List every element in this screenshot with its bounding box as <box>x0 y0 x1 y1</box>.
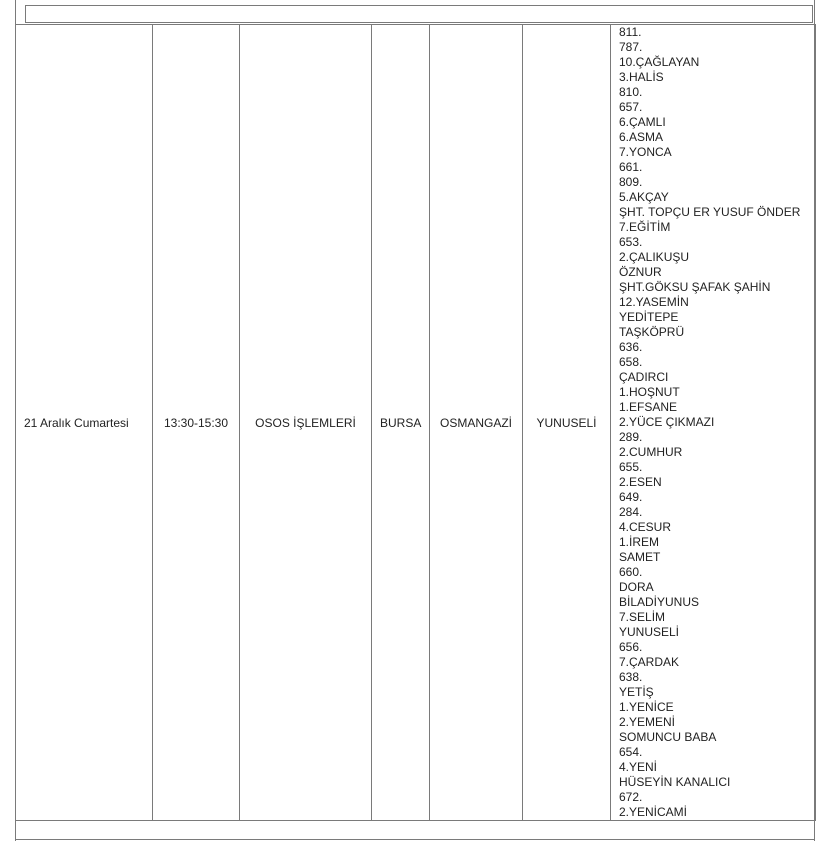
table-row <box>16 25 816 821</box>
list-item: SOMUNCU BABA <box>619 730 717 744</box>
city-cell: BURSA <box>372 25 430 821</box>
list-item: 656. <box>619 640 643 654</box>
district-cell: OSMANGAZİ <box>430 25 523 821</box>
neighborhood-cell: YUNUSELİ <box>523 25 611 821</box>
street-list <box>619 25 807 820</box>
list-item: 657. <box>619 100 643 114</box>
list-item: 5.AKÇAY <box>619 190 669 204</box>
list-item: 658. <box>619 355 643 369</box>
list-item: 653. <box>619 235 643 249</box>
list-item: TAŞKÖPRÜ <box>619 325 685 339</box>
list-item: 654. <box>619 745 643 759</box>
list-item: 1.YENİCE <box>619 700 674 714</box>
list-item: 7.EĞİTİM <box>619 220 671 234</box>
list-item: ÖZNUR <box>619 265 662 279</box>
list-item: 7.ÇARDAK <box>619 655 680 669</box>
list-item: SAMET <box>619 550 661 564</box>
list-item: ŞHT.GÖKSU ŞAFAK ŞAHİN <box>619 280 771 294</box>
list-item: 787. <box>619 40 643 54</box>
list-item: 2.YENİCAMİ <box>619 805 688 819</box>
list-item: HÜSEYİN KANALICI <box>619 775 731 789</box>
next-row-edge <box>15 820 815 841</box>
list-item: 284. <box>619 505 643 519</box>
list-item: 289. <box>619 430 643 444</box>
list-item: 7.SELİM <box>619 610 666 624</box>
list-item: 649. <box>619 490 643 504</box>
list-item: 4.YENİ <box>619 760 658 774</box>
list-item: 655. <box>619 460 643 474</box>
time-cell: 13:30-15:30 <box>153 25 240 821</box>
list-item: YETİŞ <box>619 685 654 699</box>
list-item: 4.CESUR <box>619 520 672 534</box>
previous-row-edge <box>15 0 815 25</box>
list-item: 660. <box>619 565 643 579</box>
list-item: 2.YEMENİ <box>619 715 676 729</box>
streets-cell <box>611 25 816 821</box>
list-item: BİLADİYUNUS <box>619 595 700 609</box>
list-item: 2.ÇALIKUŞU <box>619 250 690 264</box>
list-item: 6.ASMA <box>619 130 664 144</box>
list-item: 810. <box>619 85 643 99</box>
outage-schedule-table <box>15 24 816 821</box>
list-item: YEDİTEPE <box>619 310 679 324</box>
list-item: 12.YASEMİN <box>619 295 689 309</box>
list-item: 6.ÇAMLI <box>619 115 666 129</box>
list-item: 661. <box>619 160 643 174</box>
list-item: 1.EFSANE <box>619 400 678 414</box>
previous-row-cell <box>25 5 813 23</box>
list-item: ŞHT. TOPÇU ER YUSUF ÖNDER <box>619 205 801 219</box>
list-item: 2.ESEN <box>619 475 662 489</box>
list-item: YUNUSELİ <box>619 625 680 639</box>
list-item: 636. <box>619 340 643 354</box>
list-item: 1.HOŞNUT <box>619 385 680 399</box>
date-cell: 21 Aralık Cumartesi <box>16 25 153 821</box>
list-item: 672. <box>619 790 643 804</box>
list-item: DORA <box>619 580 654 594</box>
list-item: 638. <box>619 670 643 684</box>
list-item: 2.CUMHUR <box>619 445 683 459</box>
list-item: 10.ÇAĞLAYAN <box>619 55 700 69</box>
list-item: ÇADIRCI <box>619 370 669 384</box>
operation-cell: OSOS İŞLEMLERİ <box>240 25 372 821</box>
list-item: 811. <box>619 25 642 39</box>
list-item: 7.YONCA <box>619 145 672 159</box>
next-row-cell <box>15 820 815 840</box>
list-item: 809. <box>619 175 643 189</box>
list-item: 2.YÜCE ÇIKMAZI <box>619 415 715 429</box>
list-item: 3.HALİS <box>619 70 664 84</box>
list-item: 1.İREM <box>619 535 660 549</box>
